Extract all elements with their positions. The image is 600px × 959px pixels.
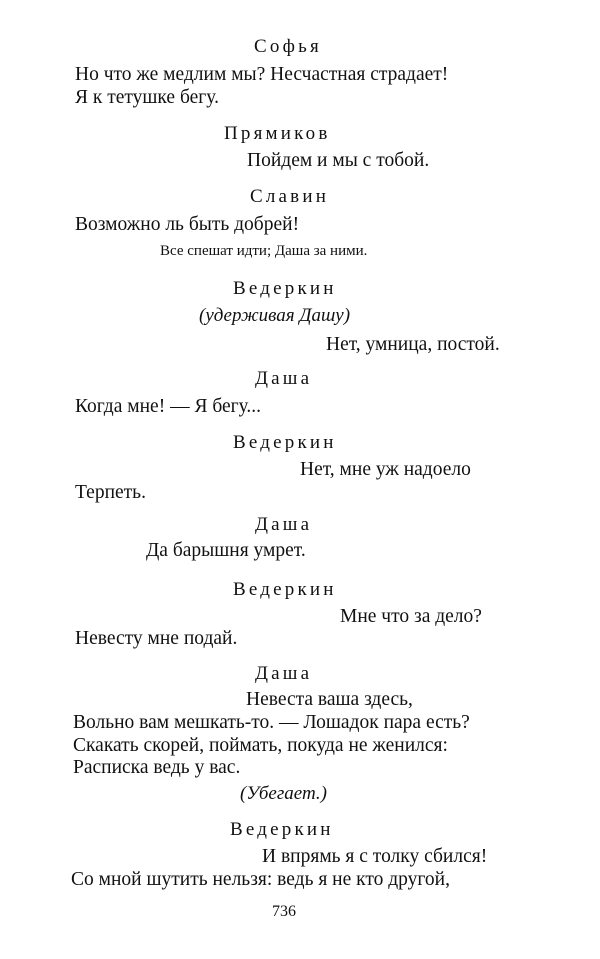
speaker-slavin: Славин — [250, 186, 330, 207]
verse-line: Невеста ваша здесь, — [246, 689, 413, 710]
verse-line: И впрямь я с толку сбился! — [262, 846, 488, 867]
speaker-vederkin: Ведеркин — [233, 278, 337, 299]
speaker-dasha: Даша — [255, 663, 313, 684]
speaker-sofya: Софья — [254, 36, 322, 57]
verse-line: Мне что за дело? — [340, 606, 482, 627]
verse-line: Но что же медлим мы? Несчастная страдает! — [75, 64, 449, 85]
verse-line: Пойдем и мы с тобой. — [247, 150, 430, 171]
page-number: 736 — [272, 903, 296, 920]
verse-line: Скакать скорей, поймать, покуда не женился: — [73, 735, 448, 756]
speaker-vederkin: Ведеркин — [230, 819, 334, 840]
speaker-dasha: Даша — [255, 368, 313, 389]
verse-line: Да барышня умрет. — [146, 540, 306, 561]
stage-direction: Все спешат идти; Даша за ними. — [160, 243, 368, 259]
verse-line: Возможно ль быть добрей! — [75, 214, 300, 235]
stage-direction: (удерживая Дашу) — [199, 305, 351, 326]
verse-line: Нет, мне уж надоело — [300, 459, 471, 480]
verse-line: Нет, умница, постой. — [326, 334, 500, 355]
stage-direction: (Убегает.) — [240, 783, 327, 804]
verse-line: Расписка ведь у вас. — [73, 757, 241, 778]
verse-line: Невесту мне подай. — [75, 628, 238, 649]
verse-line: Я к тетушке бегу. — [75, 87, 219, 108]
verse-line: Терпеть. — [75, 482, 146, 503]
speaker-vederkin: Ведеркин — [233, 432, 337, 453]
verse-line: Вольно вам мешкать-то. — Лошадок пара есть? — [73, 712, 470, 733]
verse-line: Со мной шутить нельзя: ведь я не кто другой, — [71, 869, 450, 890]
verse-line: Когда мне! — Я бегу... — [75, 396, 262, 417]
speaker-dasha: Даша — [255, 514, 313, 535]
speaker-vederkin: Ведеркин — [233, 579, 337, 600]
speaker-pryamikov: Прямиков — [224, 123, 331, 144]
